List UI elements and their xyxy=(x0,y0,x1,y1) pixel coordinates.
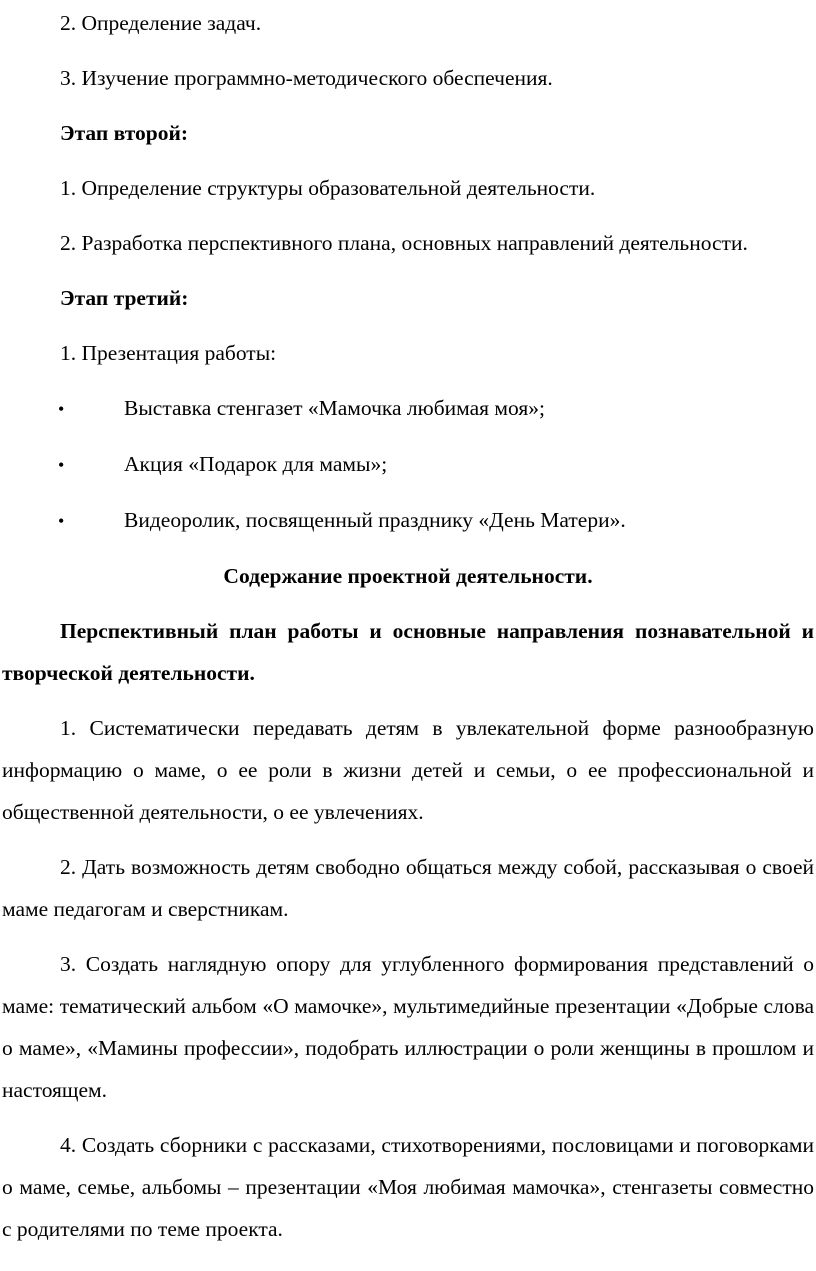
work-presentation: 1. Презентация работы: xyxy=(60,341,277,365)
bullet-text: Выставка стенгазет «Мамочка любимая моя»; xyxy=(124,396,545,420)
section-subtitle: Перспективный план работы и основные направления познавательной и творческой деятельности. xyxy=(2,619,814,685)
bullet-item xyxy=(2,443,814,486)
methodology-study: 3. Изучение программно-методического обеспечения. xyxy=(60,66,553,90)
stage-two-heading: Этап второй: xyxy=(60,121,188,145)
structure-definition: 1. Определение структуры образовательной деятельности. xyxy=(60,176,596,200)
list-item: 2. Дать возможность детям свободно общаться между собой, рассказывая о своей маме педагогам и сверстникам. xyxy=(2,855,814,921)
task-definition: 2. Определение задач. xyxy=(60,11,262,35)
list-item: 4. Создать сборники с рассказами, стихотворениями, пословицами и поговорками о маме, семье, альбомы – презентации «Моя любимая мамочка», стенгазеты совместно с родителями по теме проекта. xyxy=(2,1133,814,1241)
list-item: 1. Систематически передавать детям в увлекательной форме разнообразную информацию о маме, о ее роли в жизни детей и семьи, о ее профессиональной и общественной деятельности, о ее увлечениях. xyxy=(2,716,814,824)
bullet-text: Акция «Подарок для мамы»; xyxy=(124,452,388,476)
plan-development: 2. Разработка перспективного плана, основных направлений деятельности. xyxy=(60,231,748,255)
stage-three-heading: Этап третий: xyxy=(60,286,189,310)
section-title: Содержание проектной деятельности. xyxy=(223,564,593,588)
list-item: 3. Создать наглядную опору для углубленного формирования представлений о маме: тематический альбом «О мамочке», мультимедийные презентации «Добрые слова о маме», «Мамины профессии», подобрать иллюстрации о роли женщины в прошлом и настоящем. xyxy=(2,952,814,1102)
bullet-icon: • xyxy=(58,455,65,475)
bullet-item xyxy=(2,387,814,430)
bullet-item xyxy=(2,499,814,542)
document-body xyxy=(2,2,814,1250)
bullet-icon: • xyxy=(58,399,65,419)
bullet-text: Видеоролик, посвященный празднику «День Матери». xyxy=(124,508,626,532)
bullet-icon: • xyxy=(58,511,65,531)
